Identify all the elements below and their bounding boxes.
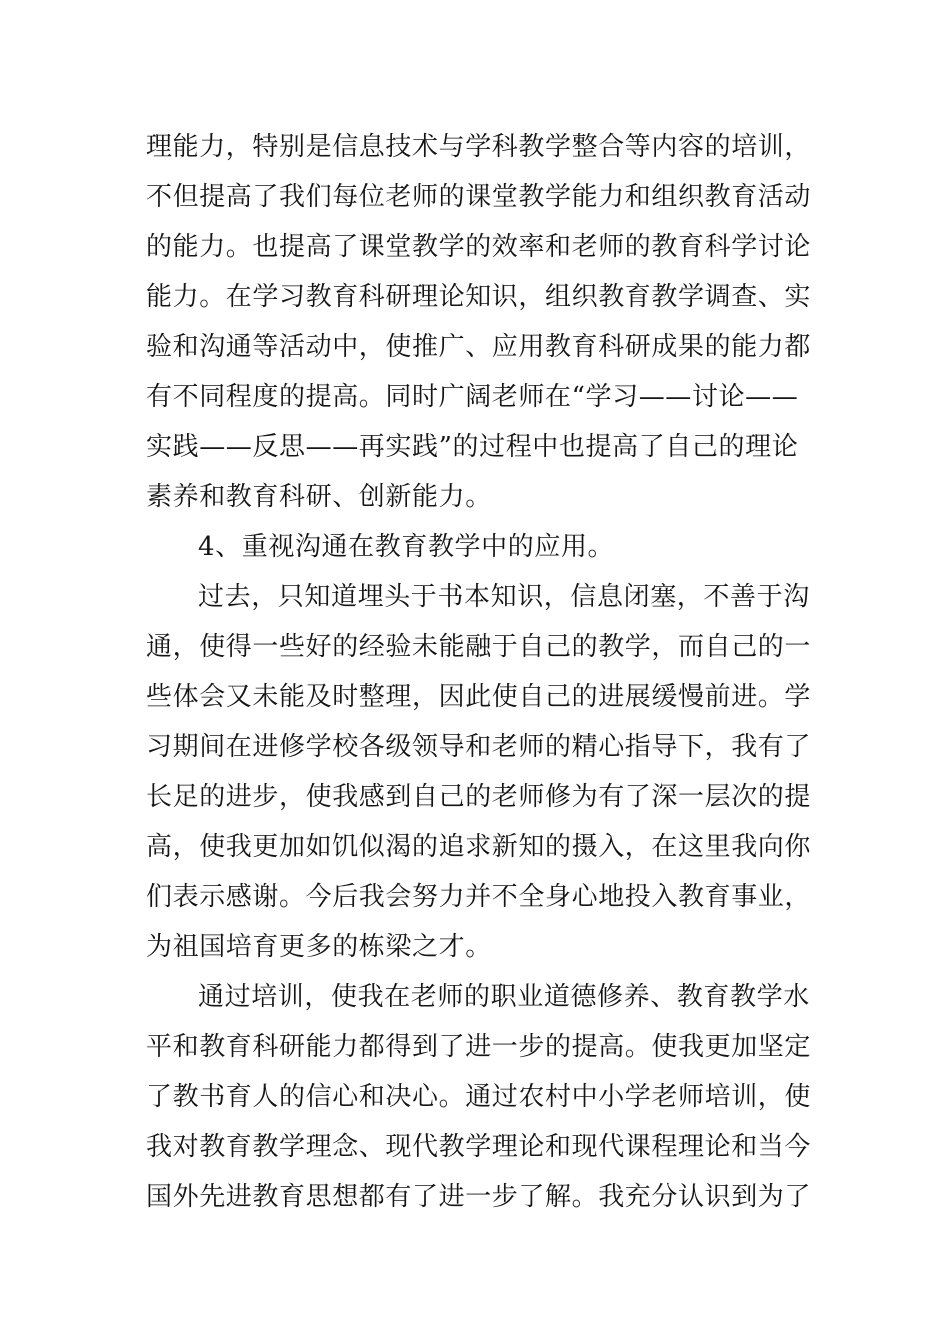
text-line: 通过培训，使我在老师的职业道德修养、教育教学水 (198, 982, 810, 1012)
text-line: 国外先进教育思想都有了进一步了解。我充分认识到为了 (146, 1182, 812, 1212)
text-line: 高，使我更加如饥似渴的追求新知的摄入，在这里我向你 (146, 832, 812, 862)
text-line: 能力。在学习教育科研理论知识，组织教育教学调查、实 (146, 282, 812, 312)
text-line: 些体会又未能及时整理，因此使自己的进展缓慢前进。学 (146, 682, 812, 712)
text-line: 实践——反思——再实践”的过程中也提高了自己的理论 (146, 432, 799, 462)
text-line: 长足的进步，使我感到自己的老师修为有了深一层次的提 (146, 782, 812, 812)
text-line: 有不同程度的提高。同时广阔老师在“学习——讨论—— (146, 382, 799, 412)
text-line: 不但提高了我们每位老师的课堂教学能力和组织教育活动 (146, 182, 812, 212)
text-line: 我对教育教学理念、现代教学理论和现代课程理论和当今 (146, 1132, 812, 1162)
text-line: 理能力，特别是信息技术与学科教学整合等内容的培训， (146, 132, 812, 162)
text-line: 素养和教育科研、创新能力。 (146, 482, 492, 512)
text-line: 通，使得一些好的经验未能融于自己的教学，而自己的一 (146, 632, 812, 662)
text-line: 们表示感谢。今后我会努力并不全身心地投入教育事业， (146, 882, 812, 912)
text-line: 平和教育科研能力都得到了进一步的提高。使我更加坚定 (146, 1032, 812, 1062)
text-line: 验和沟通等活动中，使推广、应用教育科研成果的能力都 (146, 332, 812, 362)
section-heading: 4、重视沟通在教育教学中的应用。 (198, 532, 615, 562)
text-line: 过去，只知道埋头于书本知识，信息闭塞，不善于沟 (198, 582, 810, 612)
text-line: 的能力。也提高了课堂教学的效率和老师的教育科学讨论 (146, 232, 812, 262)
text-line: 了教书育人的信心和决心。通过农村中小学老师培训，使 (146, 1082, 812, 1112)
text-line: 为祖国培育更多的栋梁之才。 (146, 932, 492, 962)
text-line: 习期间在进修学校各级领导和老师的精心指导下，我有了 (146, 732, 812, 762)
